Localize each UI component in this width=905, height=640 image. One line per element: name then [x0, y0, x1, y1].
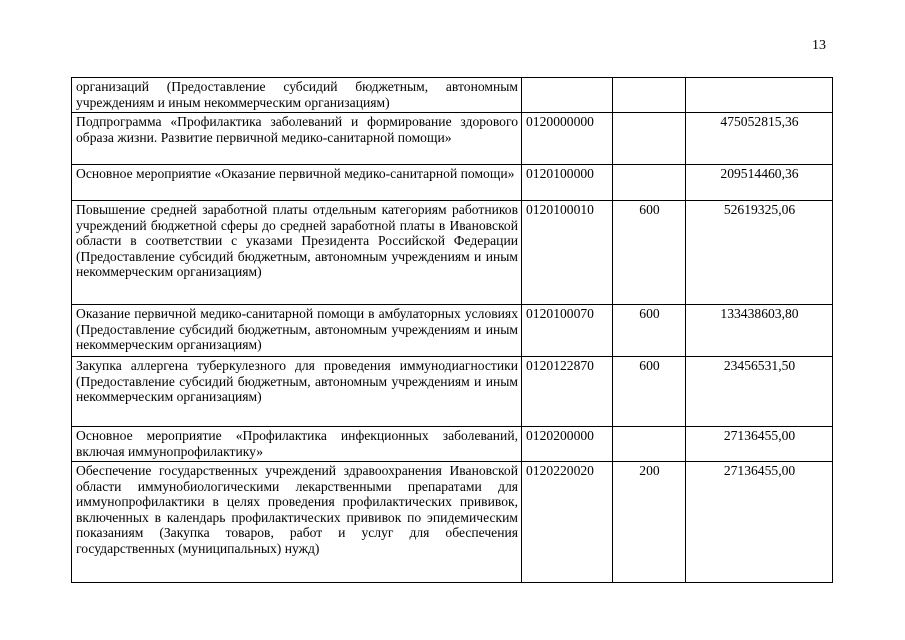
page-number: 13 — [812, 38, 826, 53]
row-name-cell: Основное мероприятие «Оказание первичной медико-санитарной помощи» — [72, 165, 522, 201]
row-name-cell: Основное мероприятие «Профилактика инфекционных заболеваний, включая иммунопрофилактику» — [72, 427, 522, 462]
row-csr-cell: 0120100070 — [522, 305, 613, 357]
table-row — [72, 165, 833, 201]
row-csr-cell: 0120100000 — [522, 165, 613, 201]
table-row — [72, 78, 833, 113]
table-row — [72, 427, 833, 462]
row-vr-cell: 200 — [613, 462, 686, 583]
table-row — [72, 462, 833, 583]
table-row — [72, 357, 833, 427]
row-name-cell: Повышение средней заработной платы отдельным категориям работников учреждений бюджетной сферы до средней заработной платы в Ивановской области в соответствии с указами Президента Российской Федерации (Предоставление субсидий бюджетным, автономным учреждениям и иным некоммерческим организациям) — [72, 201, 522, 305]
row-name-cell: Обеспечение государственных учреждений здравоохранения Ивановской области иммунобиологическими лекарственными препаратами для иммунопрофилактики в целях проведения профилактических прививок, включенных в календарь профилактических прививок по эпидемическим показаниям (Закупка товаров, работ и услуг для обеспечения государственных (муниципальных) нужд) — [72, 462, 522, 583]
row-name-cell: Подпрограмма «Профилактика заболеваний и формирование здорового образа жизни. Развитие первичной медико-санитарной помощи» — [72, 113, 522, 165]
row-csr-cell: 0120000000 — [522, 113, 613, 165]
row-sum-cell: 52619325,06 — [686, 201, 833, 305]
row-vr-cell: 600 — [613, 201, 686, 305]
row-sum-cell: 23456531,50 — [686, 357, 833, 427]
row-sum-cell: 133438603,80 — [686, 305, 833, 357]
row-vr-cell — [613, 427, 686, 462]
row-sum-cell — [686, 78, 833, 113]
row-csr-cell: 0120200000 — [522, 427, 613, 462]
budget-table — [71, 77, 833, 583]
row-sum-cell: 475052815,36 — [686, 113, 833, 165]
row-csr-cell: 0120122870 — [522, 357, 613, 427]
row-vr-cell — [613, 165, 686, 201]
row-vr-cell: 600 — [613, 305, 686, 357]
row-name-cell: организаций (Предоставление субсидий бюджетным, автономным учреждениям и иным некоммерческим организациям) — [72, 78, 522, 113]
row-csr-cell — [522, 78, 613, 113]
row-sum-cell: 27136455,00 — [686, 462, 833, 583]
row-vr-cell — [613, 78, 686, 113]
row-vr-cell — [613, 113, 686, 165]
table-row — [72, 305, 833, 357]
table-row — [72, 113, 833, 165]
row-csr-cell: 0120220020 — [522, 462, 613, 583]
row-sum-cell: 209514460,36 — [686, 165, 833, 201]
row-vr-cell: 600 — [613, 357, 686, 427]
row-name-cell: Оказание первичной медико-санитарной помощи в амбулаторных условиях (Предоставление субсидий бюджетным, автономным учреждениям и иным некоммерческим организациям) — [72, 305, 522, 357]
table-row — [72, 201, 833, 305]
row-name-cell: Закупка аллергена туберкулезного для проведения иммунодиагностики (Предоставление субсидий бюджетным, автономным учреждениям и иным некоммерческим организациям) — [72, 357, 522, 427]
row-sum-cell: 27136455,00 — [686, 427, 833, 462]
row-csr-cell: 0120100010 — [522, 201, 613, 305]
